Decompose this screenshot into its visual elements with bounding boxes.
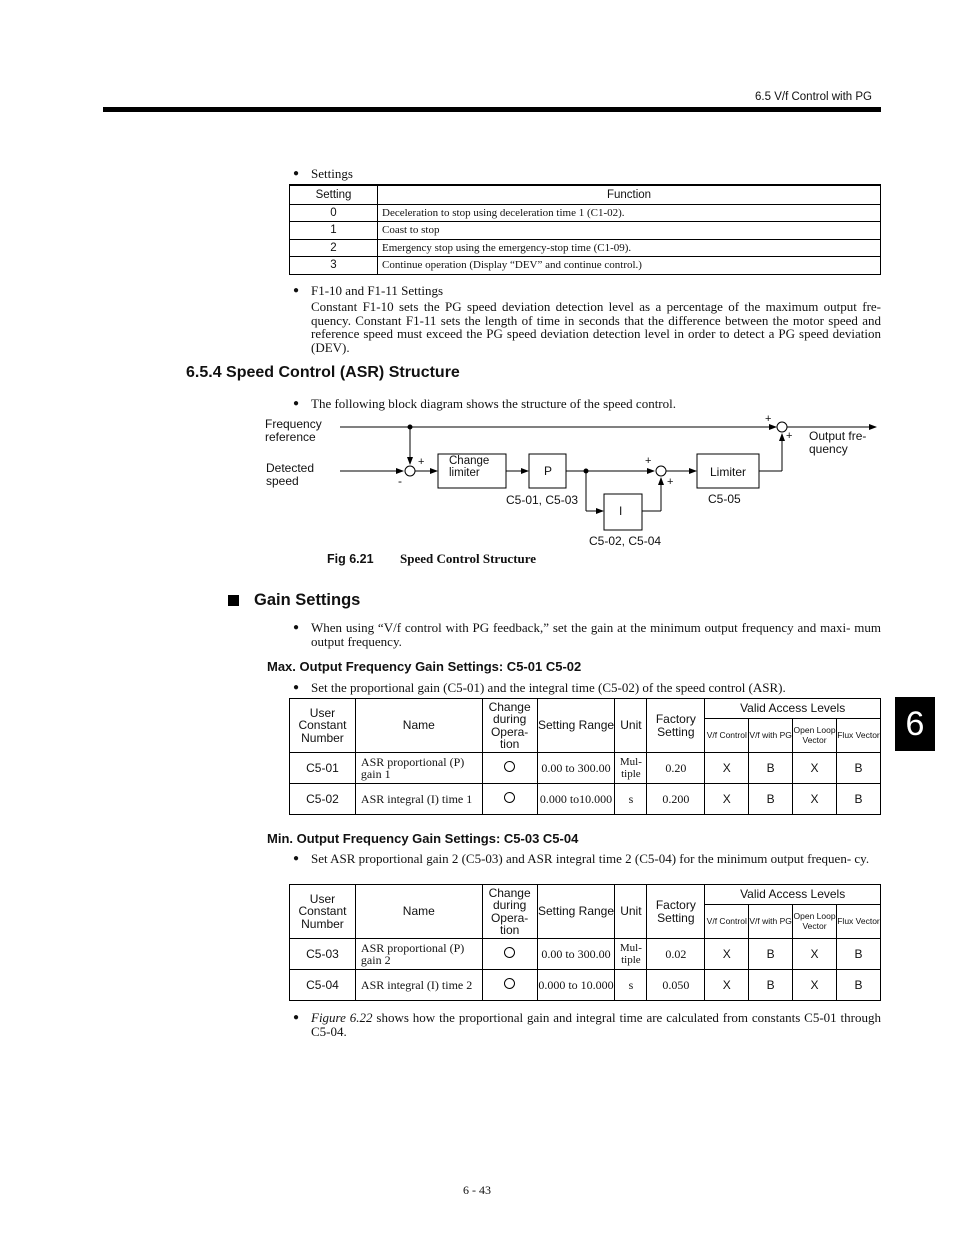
setting-value: 3 [290,257,378,275]
f1-settings-paragraph: Constant F1-10 sets the PG speed deviation detection level as a percentage of the maximum output fre- quency. Constant F1-11 sets the length of time in seconds that the difference between the motor speed and reference speed must exceed the PG speed deviation detection level in order to detect a PG speed deviation (DEV). [311,299,881,355]
constant-number: C5-02 [290,784,356,815]
col-header-range: Setting Range [537,885,615,939]
figure-number: Fig 6.21 [327,552,374,566]
i-block-label: I [619,504,623,518]
access-vf: X [705,939,749,970]
max-gain-bullet: ● Set the proportional gain (C5-01) and the integral time (C5-02) of the speed control (ASR). [293,680,786,695]
settings-bullet [293,166,353,181]
table-header-row [290,699,881,719]
table-row [290,753,881,784]
setting-range: 0.000 to10.000 [537,784,615,815]
p-constants-label: C5-01, C5-03 [506,493,579,507]
col-header-range: Setting Range [537,699,615,753]
min-gain-heading: Min. Output Frequency Gain Settings: C5-03 C5-04 [267,831,579,846]
summer-1-minus-sign: - [398,474,402,488]
table-header-row [290,885,881,905]
running-header: 6.5 V/f Control with PG [755,91,872,103]
change-during-operation [482,970,537,1001]
col-header-olv: Open Loop Vector [793,719,837,753]
change-during-operation [482,784,537,815]
gain-settings-bullet: ● When using “V/f control with PG feedback,” set the gain at the minimum output frequency and maxi- mum output frequency. [293,620,881,649]
function-value: Coast to stop [378,222,881,240]
circle-icon [504,978,515,989]
col-header-unit: Unit [615,699,647,753]
table-row [290,970,881,1001]
table-row [290,204,881,222]
summer-3-plus-sign: + [765,413,772,425]
col-header-change: Change during Opera- tion [482,699,537,753]
bullet-dot-icon: ● [293,682,300,693]
change-during-operation [482,753,537,784]
constant-number: C5-04 [290,970,356,1001]
unit: s [615,970,647,1001]
table-row [290,784,881,815]
col-header-olv: Open Loop Vector [793,905,837,939]
table-row [290,222,881,240]
col-header-change: Change during Opera- tion [482,885,537,939]
access-vf: X [705,970,749,1001]
circle-icon [504,761,515,772]
bullet-dot-icon: ● [293,853,300,864]
figure-caption [327,551,536,567]
constant-number: C5-03 [290,939,356,970]
setting-value: 2 [290,239,378,257]
access-vf: X [705,753,749,784]
junction-dot [408,425,412,429]
col-header-vfpg: V/f with PG [749,905,793,939]
unit: s [615,784,647,815]
settings-table-header [290,185,881,204]
col-header-name: Name [355,885,482,939]
limiter-constant-label: C5-05 [708,492,741,506]
setting-col-header: Setting [290,185,378,204]
access-flux: B [837,970,881,1001]
summer-2-plus-sign: + [645,455,652,467]
settings-bullet-text: Settings [311,166,353,181]
access-flux: B [837,939,881,970]
figure-reference-bullet: ● Figure 6.22 shows how the proportional gain and integral time are calculated from constants C5-01 through C5-04. [293,1010,881,1039]
chapter-tab: 6 [895,697,935,751]
factory-setting: 0.050 [647,970,705,1001]
access-flux: B [837,753,881,784]
col-header-unit: Unit [615,885,647,939]
access-vfpg: B [749,753,793,784]
access-vfpg: B [749,939,793,970]
header-rule [103,107,881,112]
factory-setting: 0.200 [647,784,705,815]
col-header-constant: User Constant Number [290,699,356,753]
speed-control-block-diagram [250,408,890,548]
unit: Mul- tiple [615,939,647,970]
change-during-operation [482,939,537,970]
access-olv: X [793,753,837,784]
section-heading-asr: 6.5.4 Speed Control (ASR) Structure [186,364,460,381]
summer-2 [656,466,666,476]
square-bullet-icon [228,595,239,606]
function-value: Deceleration to stop using deceleration time 1 (C1-02). [378,204,881,222]
constant-number: C5-01 [290,753,356,784]
constant-name: ASR integral (I) time 2 [355,970,482,1001]
summer-2-plus-sign: + [667,476,674,488]
table-row [290,239,881,257]
col-header-flux: Flux Vector [837,905,881,939]
constant-name: ASR proportional (P) gain 2 [355,939,482,970]
bullet-dot-icon: ● [293,168,300,179]
col-header-factory: Factory Setting [647,699,705,753]
bullet-dot-icon: ● [293,398,300,409]
i-block [604,494,642,530]
constant-name: ASR integral (I) time 1 [355,784,482,815]
min-gain-table [289,884,881,1001]
circle-icon [504,792,515,803]
table-row [290,257,881,275]
change-limiter-label: Change limiter [449,455,490,479]
output-frequency-label: Output fre- quency [809,429,867,456]
function-value: Continue operation (Display “DEV” and continue control.) [378,257,881,275]
function-value: Emergency stop using the emergency-stop time (C1-09). [378,239,881,257]
setting-value: 1 [290,222,378,240]
setting-range: 0.00 to 300.00 [537,939,615,970]
table-row [290,939,881,970]
factory-setting: 0.02 [647,939,705,970]
bullet-dot-icon: ● [293,622,300,633]
access-olv: X [793,970,837,1001]
freq-ref-label: Frequency reference [265,417,322,444]
settings-table [289,184,881,275]
constant-name: ASR proportional (P) gain 1 [355,753,482,784]
col-header-name: Name [355,699,482,753]
access-flux: B [837,784,881,815]
i-constants-label: C5-02, C5-04 [589,534,662,548]
limiter-label: Limiter [710,465,747,479]
access-olv: X [793,784,837,815]
factory-setting: 0.20 [647,753,705,784]
max-gain-table [289,698,881,815]
asr-bullet-text: The following block diagram shows the structure of the speed control. [311,396,676,411]
bullet-dot-icon: ● [293,1012,300,1023]
col-header-vfpg: V/f with PG [749,719,793,753]
access-vfpg: B [749,970,793,1001]
col-header-access-levels: Valid Access Levels [705,699,881,719]
access-vf: X [705,784,749,815]
function-col-header: Function [378,185,881,204]
unit: Mul- tiple [615,753,647,784]
f1-settings-bullet [293,283,444,298]
setting-range: 0.000 to 10.000 [537,970,615,1001]
bullet-dot-icon: ● [293,285,300,296]
access-vfpg: B [749,784,793,815]
detected-speed-label: Detected speed [266,461,315,488]
setting-range: 0.00 to 300.00 [537,753,615,784]
col-header-access-levels: Valid Access Levels [705,885,881,905]
f1-settings-title: F1-10 and F1-11 Settings [311,283,444,298]
gain-settings-heading: Gain Settings [254,591,361,609]
min-gain-bullet: ● Set ASR proportional gain 2 (C5-03) and ASR integral time 2 (C5-04) for the minimum output frequen- cy. [293,851,870,866]
col-header-factory: Factory Setting [647,885,705,939]
col-header-vf: V/f Control [705,719,749,753]
access-olv: X [793,939,837,970]
max-gain-heading: Max. Output Frequency Gain Settings: C5-01 C5-02 [267,659,582,674]
col-header-vf: V/f Control [705,905,749,939]
page-number: 6 - 43 [463,1183,491,1197]
summer-1 [405,466,415,476]
col-header-flux: Flux Vector [837,719,881,753]
circle-icon [504,947,515,958]
figure-reference-link[interactable]: Figure 6.22 [311,1010,373,1025]
col-header-constant: User Constant Number [290,885,356,939]
setting-value: 0 [290,204,378,222]
summer-1-plus-sign: + [418,456,425,468]
p-block-label: P [544,464,553,478]
figure-title: Speed Control Structure [400,551,537,566]
summer-3-plus-sign: + [786,430,793,442]
